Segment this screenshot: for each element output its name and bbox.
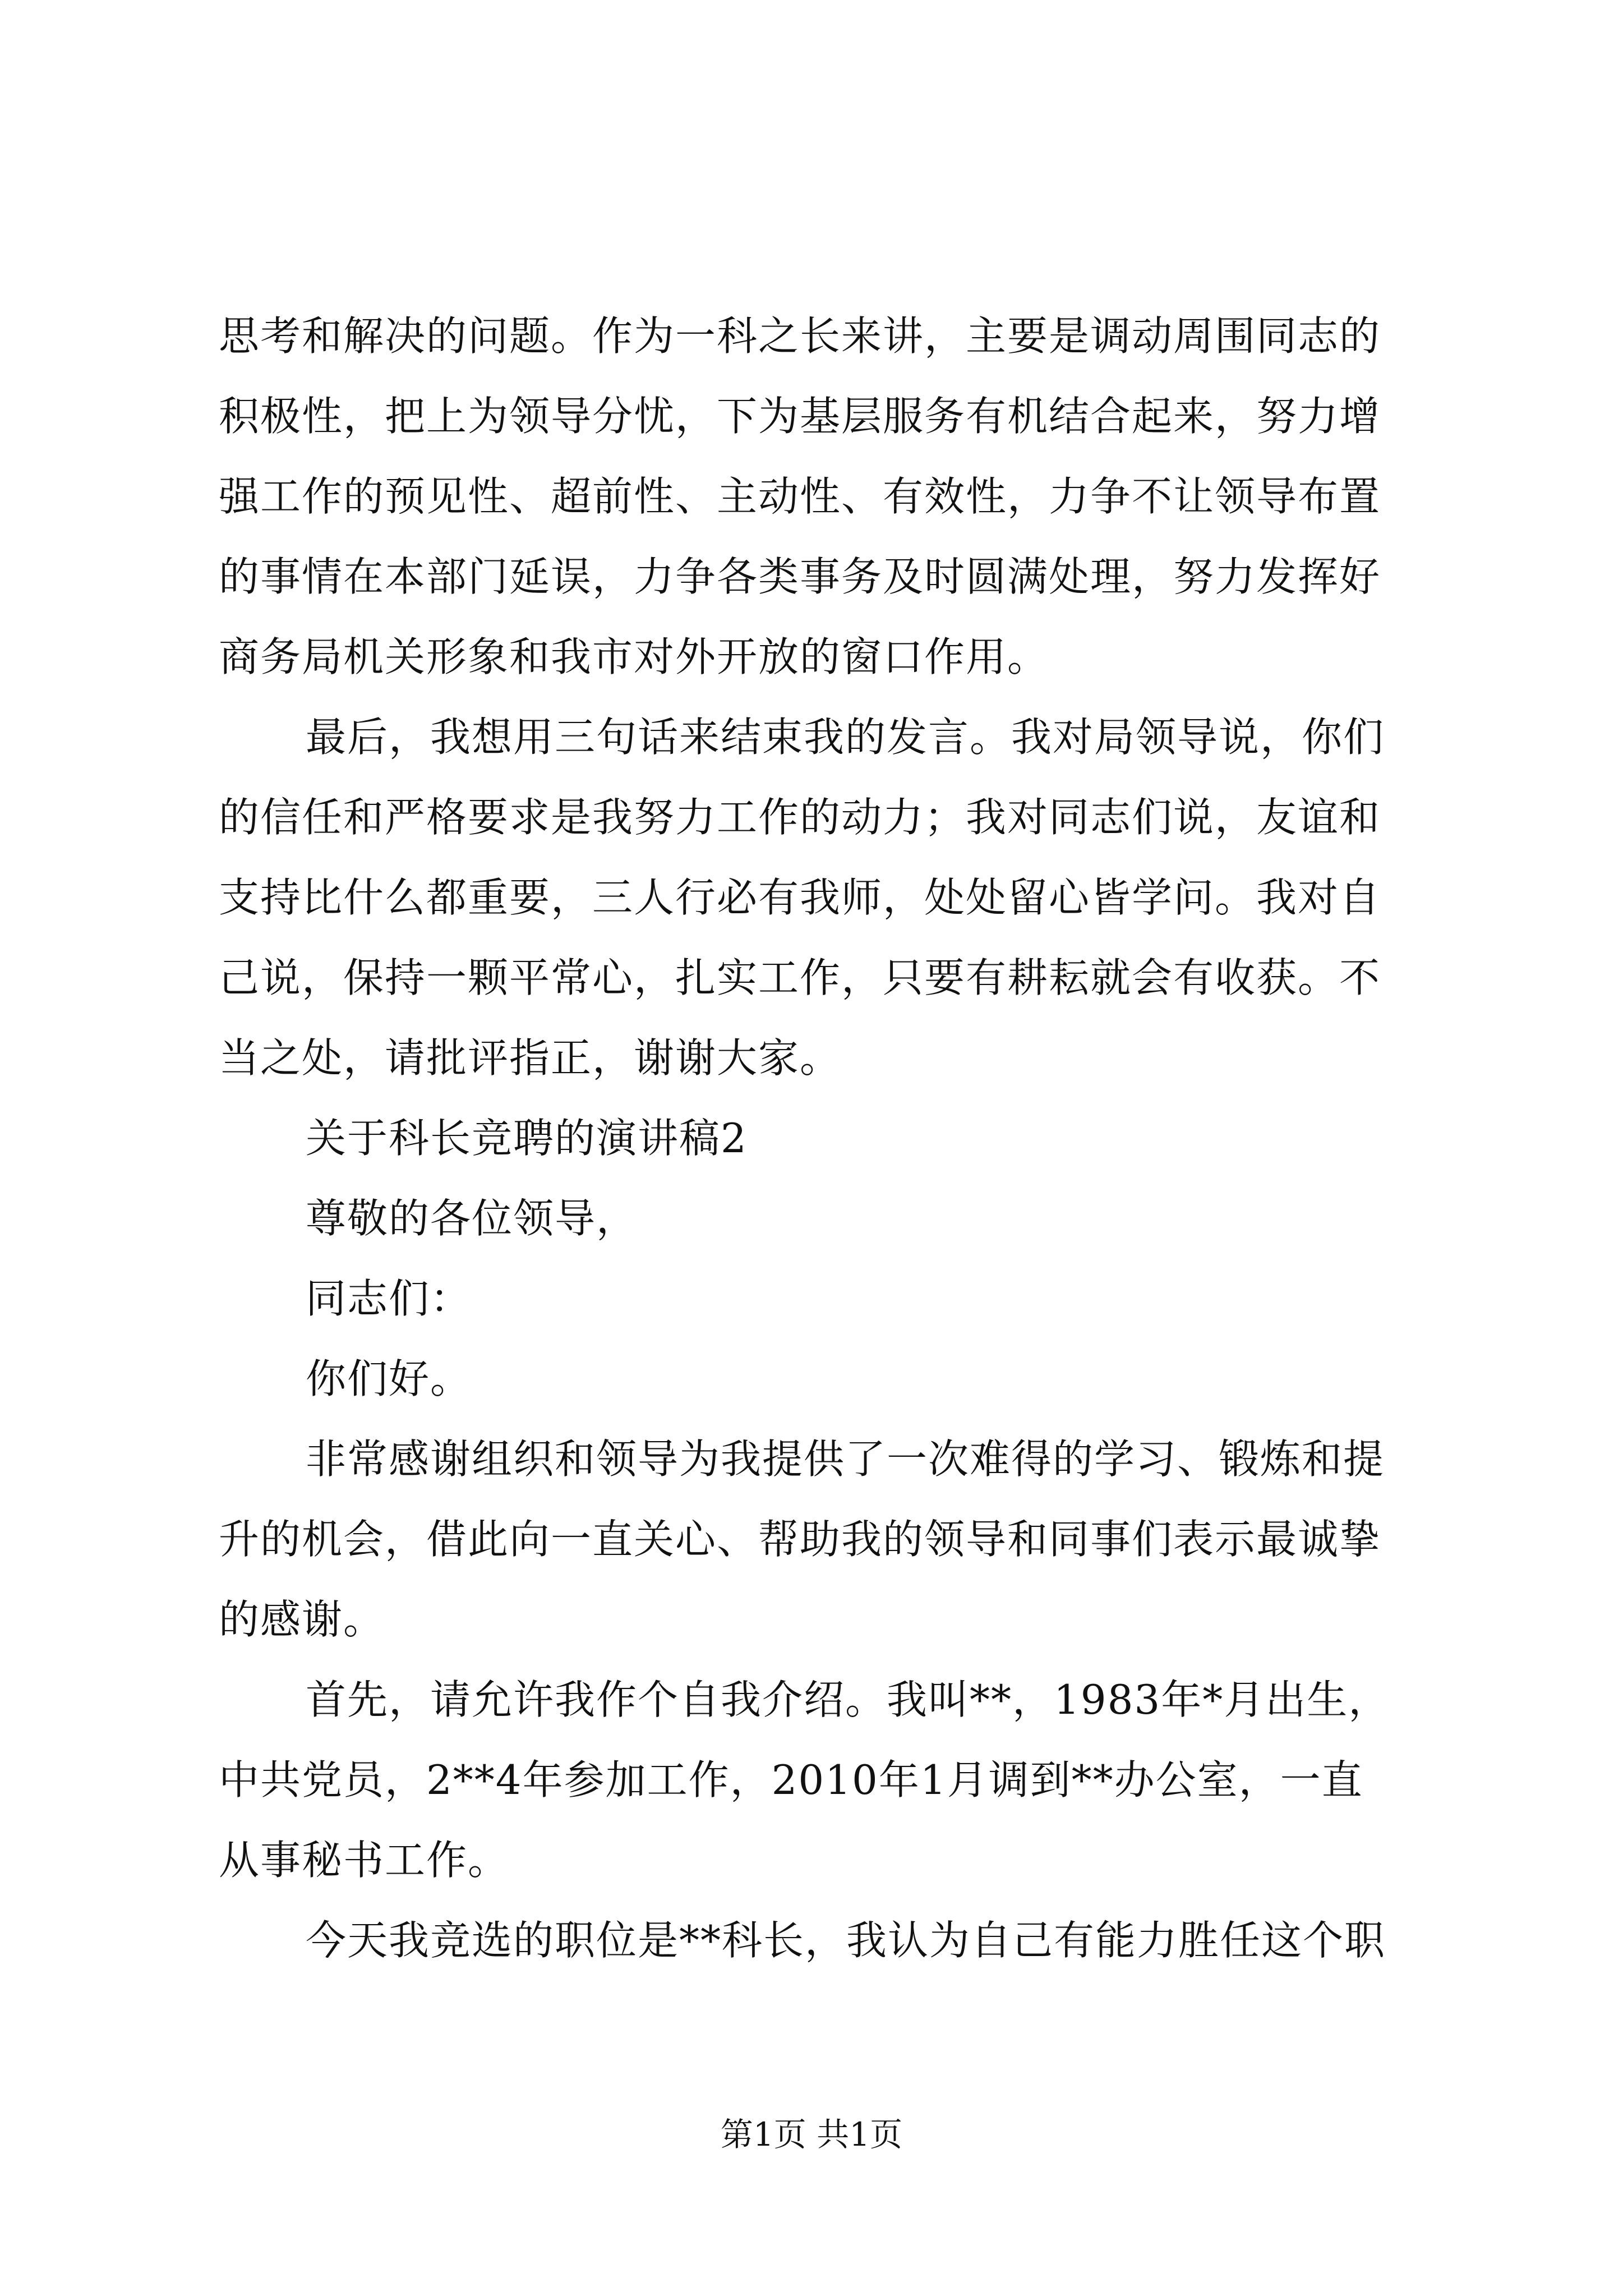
paragraph-line: 从事秘书工作。 <box>219 1837 510 1884</box>
paragraph-line: 最后，我想用三句话来结束我的发言。我对局领导说，你们 <box>306 714 1385 761</box>
paragraph-line: 升的机会，借此向一直关心、帮助我的领导和同事们表示最诚挚 <box>219 1516 1381 1563</box>
paragraph-line: 支持比什么都重要，三人行必有我师，处处留心皆学问。我对自 <box>219 874 1381 921</box>
paragraph-line: 首先，请允许我作个自我介绍。我叫**，1983年*月出生， <box>306 1676 1390 1723</box>
page-footer <box>0 2112 1623 2157</box>
paragraph-line: 今天我竞选的职位是**科长，我认为自己有能力胜任这个职 <box>306 1917 1386 1964</box>
paragraph-line: 的信任和严格要求是我努力工作的动力；我对同志们说，友谊和 <box>219 794 1381 841</box>
section-heading: 关于科长竞聘的演讲稿2 <box>306 1115 748 1162</box>
paragraph-line: 的感谢。 <box>219 1596 385 1643</box>
paragraph-line: 己说，保持一颗平常心，扎实工作，只要有耕耘就会有收获。不 <box>219 954 1381 1001</box>
salutation-line: 同志们： <box>306 1275 472 1322</box>
greeting-line: 你们好。 <box>306 1355 472 1402</box>
paragraph-line: 积极性，把上为领导分忧，下为基层服务有机结合起来，努力增 <box>219 393 1381 440</box>
paragraph-line: 当之处，请批评指正，谢谢大家。 <box>219 1034 842 1082</box>
paragraph-line: 商务局机关形象和我市对外开放的窗口作用。 <box>219 633 1049 680</box>
paragraph-line: 强工作的预见性、超前性、主动性、有效性，力争不让领导布置 <box>219 473 1381 520</box>
paragraph-line: 的事情在本部门延误，力争各类事务及时圆满处理，努力发挥好 <box>219 553 1381 600</box>
paragraph-line: 非常感谢组织和领导为我提供了一次难得的学习、锻炼和提 <box>306 1435 1385 1483</box>
document-body <box>219 296 1441 1981</box>
page-number: 第1页 共1页 <box>720 2115 903 2154</box>
paragraph-line: 中共党员，2**4年参加工作，2010年1月调到**办公室，一直 <box>219 1756 1363 1803</box>
salutation-line: 尊敬的各位领导， <box>306 1195 638 1242</box>
paragraph-line: 思考和解决的问题。作为一科之长来讲，主要是调动周围同志的 <box>219 312 1381 360</box>
